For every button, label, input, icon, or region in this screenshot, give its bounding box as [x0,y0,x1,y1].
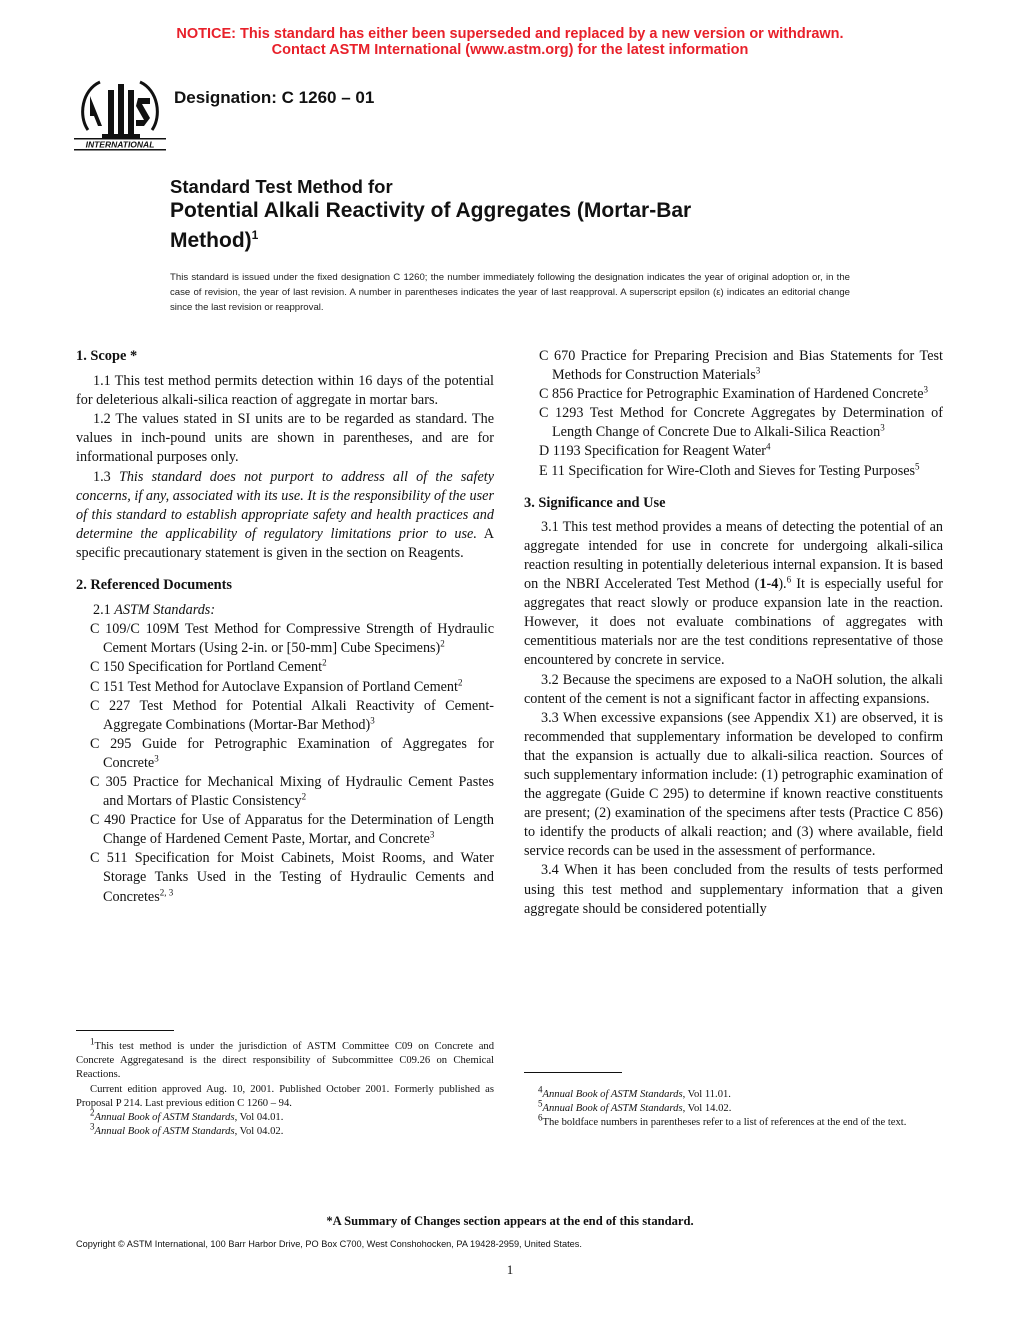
page-number: 1 [506,1262,514,1277]
reference-footnote-mark: 2 [301,791,307,802]
footnote-4-mark: 4 [538,1084,543,1095]
para-1-1: 1.1 This test method permits detection within 16 days of the potential for deleterious alkali-silica reaction of aggregate in mortar bars. [76,373,494,409]
reference-item [90,849,494,906]
notice-banner [0,26,1020,58]
footnote-edition: Current edition approved Aug. 10, 2001. Published October 2001. Formerly published as Proposal P 214. Last previous edition C 1260 – 94. [76,1083,494,1109]
footnote-2-mark: 2 [90,1107,95,1118]
title-line-1: Standard Test Method for [170,176,393,197]
reference-text: C 151 Test Method for Autoclave Expansion of Portland Cement [90,678,458,695]
para-2-1 [76,601,494,620]
footnote-4 [524,1084,943,1102]
footnote-rule-right [524,1072,622,1073]
footnote-2-italic: Annual Book of ASTM Standards [94,1112,235,1124]
issuance-note: This standard is issued under the fixed designation C 1260; the number immediately following the designation indicates the year of original adoption or, in the case of revision, the year of last revision. A number in parentheses indicates the year of last reapproval. A superscript epsilon (ε) indicates an editorial change since the last revision or reapproval. [170,272,850,313]
reference-item [90,658,494,677]
footnote-6-mark: 6 [538,1112,543,1123]
para-1-3-num: 1.3 [93,468,111,485]
left-reference-list [76,620,494,906]
reference-item [539,404,943,442]
footnote-5-tail: , Vol 14.02. [682,1103,732,1115]
reference-item [539,442,943,461]
title-line-2: Potential Alkali Reactivity of Aggregates (Mortar-Bar [170,199,692,222]
reference-footnote-mark: 2 [457,676,463,687]
reference-text: C 670 Practice for Preparing Precision and Bias Statements for Test Methods for Construction Materials [539,348,943,384]
reference-text: D 1193 Specification for Reagent Water [539,443,766,460]
footnote-3-tail: , Vol 04.02. [234,1126,284,1138]
significance-heading: 3. Significance and Use [524,494,666,511]
refdocs-heading: 2. Referenced Documents [76,577,232,594]
footnote-4-italic: Annual Book of ASTM Standards [542,1089,683,1100]
footnote-3-mark: 3 [90,1121,95,1132]
copyright-line: Copyright © ASTM International, 100 Barr Harbor Drive, PO Box C700, West Conshohocken, PA 19428-2959, United States. [76,1239,582,1249]
footnote-3 [76,1121,494,1139]
left-column [76,347,494,907]
reference-text: C 227 Test Method for Potential Alkali Reactivity of Cement-Aggregate Combinations (Mortar-Bar Method) [90,697,494,733]
reference-text: C 856 Practice for Petrographic Examination of Hardened Concrete [539,386,924,403]
reference-item [539,462,943,481]
para-3-4: 3.4 When it has been concluded from the results of tests performed using this test method and supplementary information that a given aggregate should be considered potentially [524,862,943,917]
document-title [170,176,810,253]
reference-footnote-mark: 5 [915,460,920,471]
para-2-1-italic: ASTM Standards: [114,602,216,619]
reference-footnote-mark: 3 [755,365,761,376]
reference-footnote-mark: 2, 3 [159,886,174,897]
reference-footnote-mark: 2 [440,638,445,649]
reference-item [90,620,494,658]
footnote-1 [76,1036,494,1083]
logo-text: INTERNATIONAL [85,139,155,150]
footnote-1-text: This test method is under the jurisdiction of ASTM Committee C09 on Concrete and Concrete Aggregatesand is the direct responsibility of Subcommittee C09.26 on Chemical Reactions. [76,1041,494,1081]
reference-footnote-mark: 4 [765,441,771,452]
reference-footnote-mark: 3 [880,422,885,433]
reference-text: C 490 Practice for Use of Apparatus for the Determination of Length Change of Hardened Cement Paste, Mortar, and Concrete [90,812,494,848]
reference-item [90,811,494,849]
reference-text: E 11 Specification for Wire-Cloth and Sieves for Testing Purposes [539,462,916,479]
reference-item [539,347,943,385]
reference-item [90,697,494,735]
right-footnotes [524,1084,943,1131]
footnote-rule-left [76,1030,174,1031]
footnote-1-mark: 1 [90,1036,95,1047]
reference-text: C 295 Guide for Petrographic Examination of Aggregates for Concrete [90,735,494,771]
footnote-5-mark: 5 [538,1098,543,1109]
reference-text: C 305 Practice for Mechanical Mixing of Hydraulic Cement Pastes and Mortars of Plastic Consistency [90,773,494,810]
footnote-4-tail: , Vol 11.01. [682,1089,731,1100]
designation: Designation: C 1260 – 01 [174,88,375,107]
footnote-5 [524,1098,943,1116]
title-line-3 [170,223,810,253]
para-1-3-tail: A specific precautionary statement is given in the section on Reagents. [76,525,495,561]
reference-item [90,773,494,811]
reference-footnote-mark: 3 [154,753,159,764]
para-2-1-num: 2.1 [93,602,111,619]
para-3-2: 3.2 Because the specimens are exposed to a NaOH solution, the alkali content of the cement is not a significant factor in affecting expansions. [524,671,943,707]
reference-item [90,735,494,773]
summary-note: *A Summary of Changes section appears at the end of this standard. [326,1214,694,1228]
para-3-3: 3.3 When excessive expansions (see Appendix X1) are observed, it is recommended that supplementary information be developed to confirm that the expansion is actually due to alkali-silica reaction. Sources of such supplementary information include: (1) petrographic examination of the aggregate (Guide C 295) to determine if known reactive constituents are present; (2) examination of the specimens after tests (Practice C 856) to identify the products of alkali reaction; and (3) where available, field service records can be used in the assessment of performance. [524,709,943,860]
para-1-3 [76,468,494,563]
footnote-3-italic: Annual Book of ASTM Standards [94,1126,235,1138]
left-footnotes [76,1036,494,1139]
para-3-1-c: It is especially useful for aggregates that react slowly or produce expansion late in the reaction. However, it does not evaluate combinations of aggregates with cementitious materials nor are the test conditions representative of those encountered by concrete in service. [524,576,943,669]
footnote-5-italic: Annual Book of ASTM Standards [542,1103,683,1115]
footnote-2 [76,1107,494,1125]
reference-item [90,678,494,697]
reference-text: C 109/C 109M Test Method for Compressive Strength of Hydraulic Cement Mortars (Using 2-in. or [50-mm] Cube Specimens) [90,621,494,657]
para-1-3-italic: This standard does not purport to address all of the safety concerns, if any, associated with its use. It is the responsibility of the user of this standard to establish appropriate safety and health practices and determine the applicability of regulatory limitations prior to use. [76,468,494,542]
reference-text: C 1293 Test Method for Concrete Aggregates by Determination of Length Change of Concrete Due to Alkali-Silica Reaction [539,405,943,441]
scope-heading: 1. Scope * [76,348,138,364]
reference-item [539,385,943,404]
para-3-1-footnote-mark: 6 [786,574,792,585]
right-column [524,347,943,919]
reference-text: C 511 Specification for Moist Cabinets, Moist Rooms, and Water Storage Tanks Used in the Testing of Hydraulic Cements and Concretes [90,850,494,905]
para-3-1-a: 3.1 This test method provides a means of detecting the potential of an aggregate intended for use in concrete for undergoing alkali-silica reaction resulting in potentially deleterious internal expansion. It is based on the NBRI Accelerated Test Method ( [524,518,943,593]
astm-logo [72,76,168,154]
para-3-1 [524,518,943,671]
para-3-1-b: ). [778,576,787,593]
footnote-6-text: The boldface numbers in parentheses refer to a list of references at the end of the text. [542,1117,907,1129]
reference-text: C 150 Specification for Portland Cement [90,659,323,676]
title-footnote-mark: 1 [251,228,259,242]
para-3-1-bold: 1-4 [759,576,779,593]
reference-footnote-mark: 3 [429,829,435,840]
notice-line-1: NOTICE: This standard has either been superseded and replaced by a new version or withdrawn. [176,26,844,42]
title-line-3-text: Method) [170,229,252,252]
astm-logo-mark [72,76,168,154]
right-reference-list [524,347,943,481]
reference-footnote-mark: 2 [322,657,327,668]
notice-line-2: Contact ASTM International (www.astm.org) for the latest information [271,42,749,58]
footnote-6 [524,1112,943,1130]
para-1-2: 1.2 The values stated in SI units are to be regarded as standard. The values in inch-pound units are shown in parentheses, and are for informational purposes only. [76,411,494,466]
reference-footnote-mark: 3 [923,384,929,395]
reference-footnote-mark: 3 [370,714,375,725]
footnote-2-tail: , Vol 04.01. [234,1112,284,1124]
